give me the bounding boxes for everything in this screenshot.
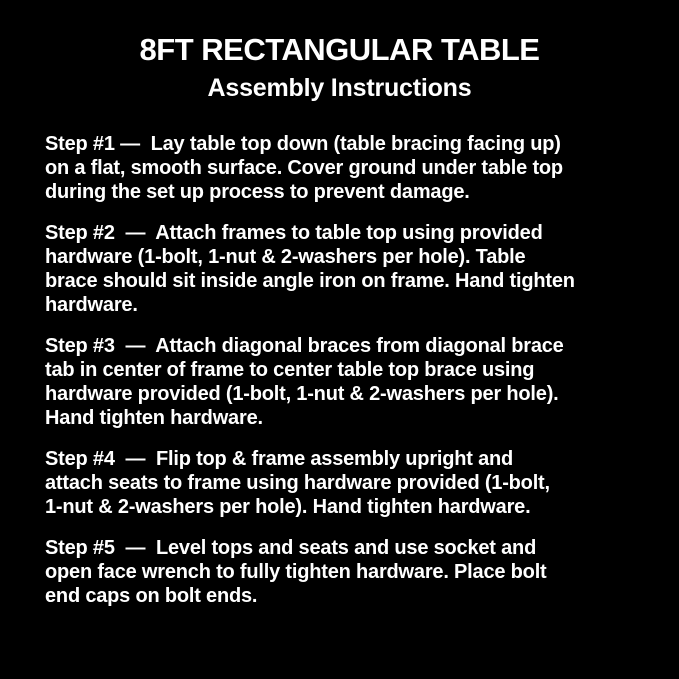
step-1-line-3: during the set up process to prevent damage. [45, 181, 470, 204]
step-1-line-1: Step #1 — Lay table top down (table bracing facing up) [45, 133, 561, 156]
step-3-line-1: Step #3 — Attach diagonal braces from diagonal brace [45, 335, 564, 358]
page-title: 8FT RECTANGULAR TABLE [139, 32, 540, 67]
step-1-line-2: on a flat, smooth surface. Cover ground under table top [45, 157, 563, 180]
step-5 [45, 536, 649, 608]
steps-list [45, 132, 649, 608]
step-2-line-2: hardware (1-bolt, 1-nut & 2-washers per hole). Table [45, 246, 526, 269]
step-2-line-4: hardware. [45, 294, 138, 317]
step-1 [45, 132, 649, 204]
step-2-line-1: Step #2 — Attach frames to table top using provided [45, 222, 543, 245]
page-subtitle: Assembly Instructions [207, 73, 472, 102]
step-3-line-2: tab in center of frame to center table top brace using [45, 359, 535, 382]
step-5-line-3: end caps on bolt ends. [45, 585, 258, 608]
step-2-line-3: brace should sit inside angle iron on frame. Hand tighten [45, 270, 575, 293]
step-2 [45, 221, 649, 317]
step-5-line-2: open face wrench to fully tighten hardware. Place bolt [45, 561, 547, 584]
step-3-line-4: Hand tighten hardware. [45, 407, 263, 430]
step-5-line-1: Step #5 — Level tops and seats and use socket and [45, 537, 537, 560]
step-3-line-3: hardware provided (1-bolt, 1-nut & 2-washers per hole). [45, 383, 559, 406]
step-3 [45, 334, 649, 430]
step-4-line-1: Step #4 — Flip top & frame assembly upright and [45, 448, 514, 471]
step-4-line-3: 1-nut & 2-washers per hole). Hand tighten hardware. [45, 496, 531, 519]
step-4 [45, 447, 649, 519]
step-4-line-2: attach seats to frame using hardware provided (1-bolt, [45, 472, 550, 495]
